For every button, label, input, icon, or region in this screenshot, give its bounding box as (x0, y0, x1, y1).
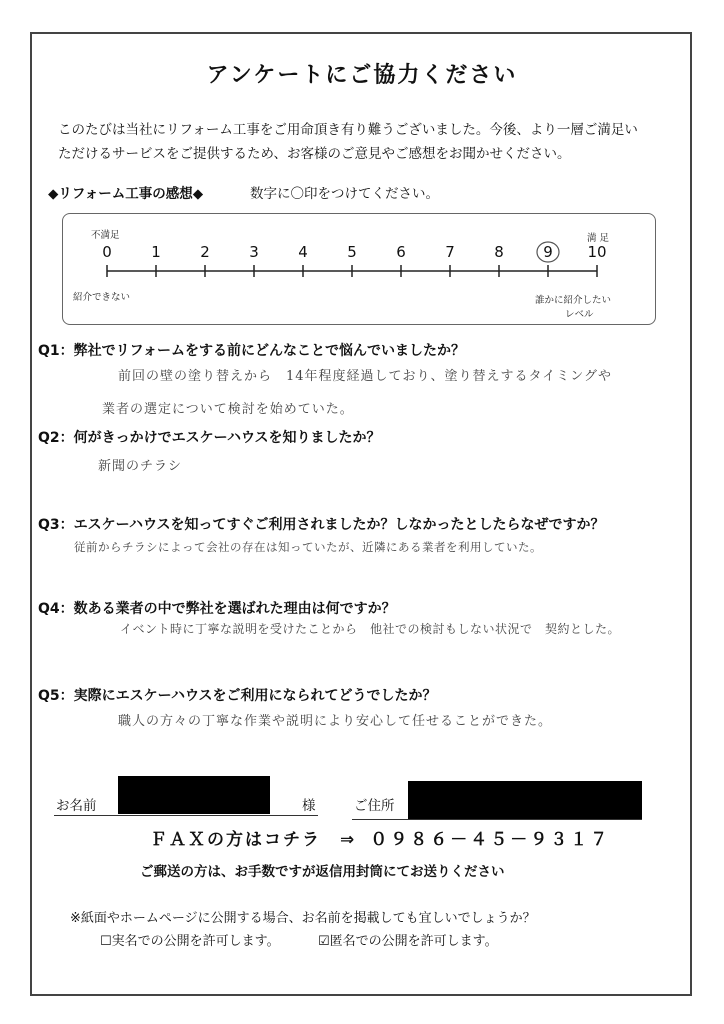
scale-label-not-recommend: 紹介できない (73, 292, 131, 303)
name-redaction (118, 776, 270, 814)
section-heading: ◆リフォーム工事の感想◆ (48, 186, 204, 202)
mail-note: ご郵送の方は、お手数ですが返信用封筒にてお送りください (140, 864, 505, 880)
scale-label-satisfied: 満 足 (587, 233, 610, 244)
scale-svg (63, 214, 657, 326)
address-underline (352, 819, 642, 820)
section-instruction: 数字に〇印をつけてください。 (250, 186, 439, 202)
intro-line-1: このたびは当社にリフォーム工事をご用命頂き有り難うございました。今後、より一層ご満足い (58, 122, 638, 138)
answer-1-line-2: 業者の選定について検討を始めていた。 (102, 402, 354, 417)
scale-number-5: 5 (347, 243, 357, 261)
real-name-checkbox[interactable]: ☐ (100, 934, 112, 949)
question-1: Q1：弊社でリフォームをする前にどんなことで悩んでいましたか？ (38, 343, 465, 359)
anonymous-checkbox[interactable]: ☑ (318, 934, 330, 949)
question-4: Q4：数ある業者の中で弊社を選ばれた理由は何ですか？ (38, 601, 396, 617)
scale-number-2: 2 (200, 243, 210, 261)
answer-1-line-1: 前回の壁の塗り替えから 14年程度経過しており、塗り替えするタイミングや (118, 369, 613, 384)
answer-3-line-1: 従前からチラシによって会社の存在は知っていたが、近隣にある業者を利用していた。 (74, 540, 542, 554)
address-label: ご住所 (354, 798, 395, 814)
scale-number-1: 1 (151, 243, 161, 261)
consent-question: ※紙面やホームページに公開する場合、お名前を掲載しても宜しいでしょうか？ (70, 911, 536, 926)
answer-4-line-1: イベント時に丁寧な説明を受けたことから 他社での検討もしない状況で 契約とした。 (120, 622, 621, 636)
scale-number-8: 8 (494, 243, 504, 261)
scale-number-7: 7 (445, 243, 455, 261)
scale-number-4: 4 (298, 243, 308, 261)
scale-number-6: 6 (396, 243, 406, 261)
fax-number: ０９８６－４５－９３１７ (370, 830, 611, 850)
question-3: Q3：エスケーハウスを知ってすぐご利用されましたか？しなかったとしたらなぜですか？ (38, 517, 605, 533)
satisfaction-scale (62, 213, 656, 325)
answer-5-line-1: 職人の方々の丁寧な作業や説明により安心して任せることができた。 (118, 714, 553, 729)
intro-text (58, 118, 638, 166)
scale-label-level: レベル (565, 309, 594, 320)
real-name-option-label: 実名での公開を許可します。 (111, 934, 280, 949)
scale-number-0: 0 (102, 243, 112, 261)
name-honorific: 様 (302, 798, 316, 814)
name-label: お名前 (56, 798, 97, 814)
fax-line (150, 825, 610, 850)
survey-title: アンケートにご協力ください (206, 63, 518, 88)
anonymous-option-label: 匿名での公開を許可します。 (329, 934, 498, 949)
answer-2-line-1: 新聞のチラシ (98, 459, 183, 474)
question-5: Q5：実際にエスケーハウスをご利用になられてどうでしたか？ (38, 688, 437, 704)
scale-label-recommend: 誰かに紹介したい (535, 295, 612, 306)
intro-line-2: ただけるサービスをご提供するため、お客様のご意見やご感想をお聞かせください。 (58, 146, 571, 162)
name-underline (54, 815, 318, 816)
consent-option-real[interactable] (100, 930, 280, 949)
question-2: Q2：何がきっかけでエスケーハウスを知りましたか？ (38, 430, 381, 446)
address-redaction (408, 781, 642, 819)
scale-number-10: 10 (587, 243, 607, 261)
scale-number-3: 3 (249, 243, 259, 261)
fax-label: ＦＡＸの方はコチラ ⇒ (150, 830, 357, 850)
scale-number-9: 9 (543, 243, 553, 261)
consent-option-anonymous[interactable] (318, 930, 498, 949)
scale-label-dissatisfied: 不満足 (91, 230, 120, 241)
